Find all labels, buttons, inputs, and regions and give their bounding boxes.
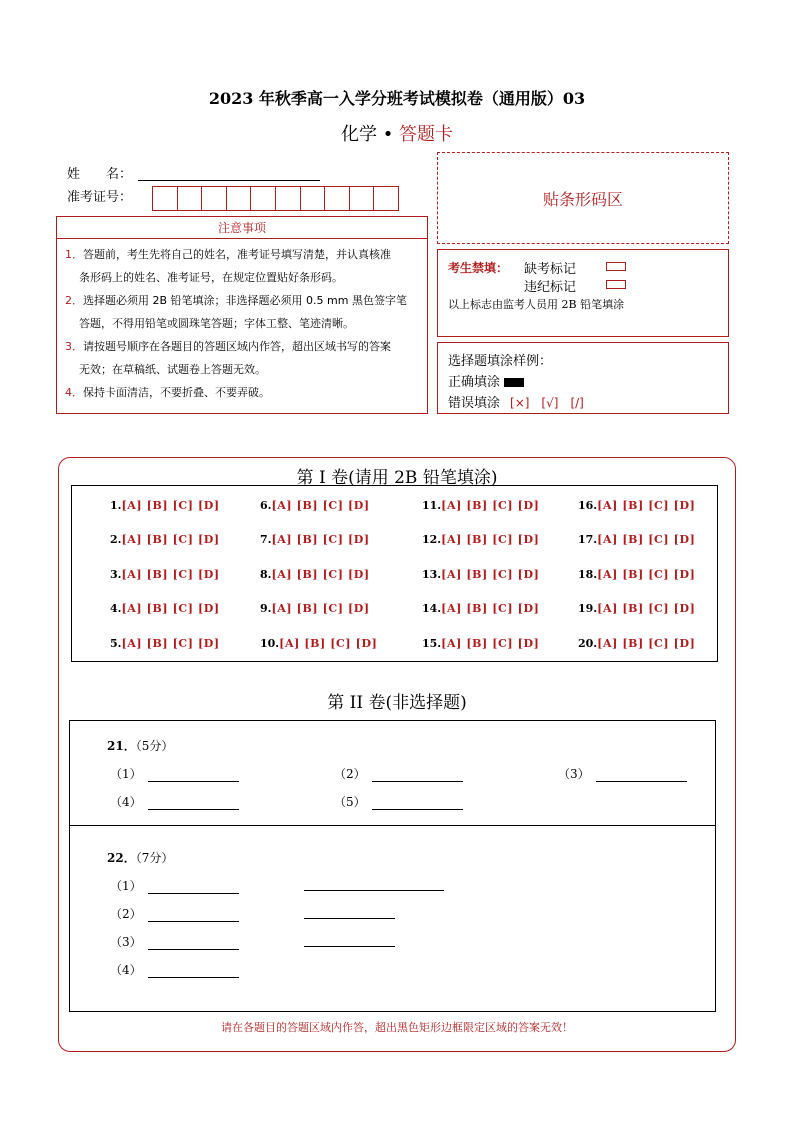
mc-question-number: 13. bbox=[422, 568, 442, 581]
mc-question-14[interactable] bbox=[422, 602, 539, 615]
mc-question-number: 17. bbox=[578, 533, 598, 546]
wrong-marks: [×] [√] [/] bbox=[510, 396, 584, 410]
q21-blank-3[interactable]: （3） bbox=[558, 765, 687, 782]
mc-options[interactable]: [A] [B] [C] [D] bbox=[271, 602, 370, 615]
mc-question-16[interactable] bbox=[578, 499, 695, 512]
mc-question-5[interactable] bbox=[110, 637, 220, 650]
mc-options[interactable]: [A] [B] [C] [D] bbox=[121, 602, 220, 615]
mc-question-18[interactable] bbox=[578, 568, 695, 581]
mc-question-10[interactable] bbox=[260, 637, 377, 650]
id-cell[interactable] bbox=[300, 186, 326, 211]
notice-item-cont: 条形码上的姓名、准考证号，在规定位置贴好条形码。 bbox=[79, 271, 343, 284]
mc-options[interactable]: [A] [B] [C] [D] bbox=[597, 602, 696, 615]
mc-question-15[interactable] bbox=[422, 637, 539, 650]
q21-blank-5[interactable]: （5） bbox=[334, 793, 463, 810]
mc-question-number: 8. bbox=[260, 568, 272, 581]
mc-options[interactable]: [A] [B] [C] [D] bbox=[121, 533, 220, 546]
notice-item: 1．答题前，考生先将自己的姓名，准考证号填写清楚，并认真核准 bbox=[65, 248, 391, 261]
sample-title: 选择题填涂样例： bbox=[448, 354, 553, 369]
missing-label: 缺考标记 bbox=[524, 262, 577, 277]
q21-blank-1[interactable]: （1） bbox=[110, 765, 239, 782]
mc-question-number: 15. bbox=[422, 637, 442, 650]
mc-question-number: 5. bbox=[110, 637, 122, 650]
mc-options[interactable]: [A] [B] [C] [D] bbox=[597, 499, 696, 512]
mc-question-number: 10. bbox=[260, 637, 280, 650]
mc-question-number: 6. bbox=[260, 499, 272, 512]
answer-card-label: 答题卡 bbox=[399, 124, 454, 145]
mc-question-12[interactable] bbox=[422, 533, 539, 546]
mc-question-17[interactable] bbox=[578, 533, 695, 546]
mc-question-8[interactable] bbox=[260, 568, 370, 581]
notice-item: 2．选择题必须用 2B 铅笔填涂；非选择题必须用 0.5 mm 黑色签字笔 bbox=[65, 294, 407, 307]
barcode-label: 贴条形码区 bbox=[542, 189, 623, 209]
forbid-note: 以上标志由监考人员用 2B 铅笔填涂 bbox=[448, 298, 625, 311]
mc-question-number: 7. bbox=[260, 533, 272, 546]
mc-options[interactable]: [A] [B] [C] [D] bbox=[441, 533, 540, 546]
mc-question-9[interactable] bbox=[260, 602, 370, 615]
id-cell[interactable] bbox=[324, 186, 350, 211]
barcode-area bbox=[437, 152, 729, 244]
exam-id-label: 准考证号： bbox=[67, 190, 133, 205]
mc-options[interactable]: [A] [B] [C] [D] bbox=[121, 568, 220, 581]
q22-blank-3[interactable]: （3） bbox=[110, 933, 239, 950]
mc-question-19[interactable] bbox=[578, 602, 695, 615]
page-title: 2023 年秋季高一入学分班考试模拟卷（通用版）03 bbox=[208, 89, 586, 108]
mc-question-13[interactable] bbox=[422, 568, 539, 581]
mc-question-number: 3. bbox=[110, 568, 122, 581]
q21-blank-4[interactable]: （4） bbox=[110, 793, 239, 810]
mc-options[interactable]: [A] [B] [C] [D] bbox=[441, 637, 540, 650]
id-cell[interactable] bbox=[152, 186, 178, 211]
mc-options[interactable]: [A] [B] [C] [D] bbox=[597, 637, 696, 650]
mc-question-20[interactable] bbox=[578, 637, 695, 650]
forbid-label: 考生禁填： bbox=[448, 261, 509, 275]
q22-blank-1b[interactable] bbox=[304, 890, 444, 891]
multiple-choice-box bbox=[71, 485, 718, 662]
notice-item: 3．请按题号顺序在各题目的答题区域内作答，超出区域书写的答案 bbox=[65, 340, 391, 353]
mc-options[interactable]: [A] [B] [C] [D] bbox=[271, 568, 370, 581]
notice-box bbox=[56, 216, 428, 414]
notice-title: 注意事项 bbox=[57, 217, 427, 239]
mc-question-number: 4. bbox=[110, 602, 122, 615]
mc-options[interactable]: [A] [B] [C] [D] bbox=[279, 637, 378, 650]
exam-id-boxes[interactable] bbox=[152, 186, 399, 211]
mc-options[interactable]: [A] [B] [C] [D] bbox=[121, 637, 220, 650]
q21-header: 21．（5分） bbox=[107, 739, 174, 753]
q22-header: 22．（7分） bbox=[107, 851, 174, 865]
id-cell[interactable] bbox=[275, 186, 301, 211]
q22-blank-3b[interactable] bbox=[304, 946, 395, 947]
mc-question-2[interactable] bbox=[110, 533, 220, 546]
mc-options[interactable]: [A] [B] [C] [D] bbox=[441, 568, 540, 581]
sample-box bbox=[437, 342, 729, 414]
mc-question-number: 19. bbox=[578, 602, 598, 615]
notice-item: 4．保持卡面清洁，不要折叠、不要弄破。 bbox=[65, 386, 270, 399]
mc-options[interactable]: [A] [B] [C] [D] bbox=[441, 499, 540, 512]
mc-options[interactable]: [A] [B] [C] [D] bbox=[271, 533, 370, 546]
mc-options[interactable]: [A] [B] [C] [D] bbox=[121, 499, 220, 512]
q22-blank-1[interactable]: （1） bbox=[110, 877, 239, 894]
mc-question-6[interactable] bbox=[260, 499, 370, 512]
mc-question-11[interactable] bbox=[422, 499, 539, 512]
mc-question-number: 2. bbox=[110, 533, 122, 546]
id-cell[interactable] bbox=[373, 186, 399, 211]
mc-question-4[interactable] bbox=[110, 602, 220, 615]
mc-question-number: 16. bbox=[578, 499, 598, 512]
mc-question-number: 14. bbox=[422, 602, 442, 615]
notice-item-cont: 无效；在草稿纸、试题卷上答题无效。 bbox=[79, 363, 266, 376]
mc-question-1[interactable] bbox=[110, 499, 220, 512]
violation-mark-box[interactable] bbox=[606, 280, 626, 289]
mc-question-number: 20. bbox=[578, 637, 598, 650]
missing-mark-box[interactable] bbox=[606, 262, 626, 271]
mc-options[interactable]: [A] [B] [C] [D] bbox=[597, 568, 696, 581]
filled-mark-icon bbox=[504, 378, 524, 387]
q21-blank-2[interactable]: （2） bbox=[334, 765, 463, 782]
footer-note: 请在各题目的答题区域内作答，超出黑色矩形边框限定区域的答案无效！ bbox=[221, 1021, 573, 1034]
q22-blank-2[interactable]: （2） bbox=[110, 905, 239, 922]
name-label: 姓 名： bbox=[67, 167, 133, 182]
notice-item-cont: 答题，不得用铅笔或圆珠笔答题；字体工整、笔迹清晰。 bbox=[79, 317, 354, 330]
correct-label: 正确填涂 bbox=[448, 371, 524, 390]
mc-question-number: 18. bbox=[578, 568, 598, 581]
q22-blank-4[interactable]: （4） bbox=[110, 961, 239, 978]
id-cell[interactable] bbox=[250, 186, 276, 211]
question-divider bbox=[70, 825, 715, 826]
violation-label: 违纪标记 bbox=[524, 280, 577, 295]
subject-label: 化学 • bbox=[340, 124, 400, 145]
name-field[interactable] bbox=[138, 180, 320, 181]
id-cell[interactable] bbox=[226, 186, 252, 211]
part2-title: 第 II 卷(非选择题) bbox=[327, 693, 467, 713]
id-cell[interactable] bbox=[349, 186, 375, 211]
mc-options[interactable]: [A] [B] [C] [D] bbox=[441, 602, 540, 615]
forbid-box bbox=[437, 249, 729, 337]
mc-question-3[interactable] bbox=[110, 568, 220, 581]
id-cell[interactable] bbox=[177, 186, 203, 211]
mc-question-number: 11. bbox=[422, 499, 442, 512]
mc-options[interactable]: [A] [B] [C] [D] bbox=[597, 533, 696, 546]
mc-question-number: 12. bbox=[422, 533, 442, 546]
mc-question-7[interactable] bbox=[260, 533, 370, 546]
mc-question-number: 9. bbox=[260, 602, 272, 615]
page-subtitle bbox=[0, 120, 794, 146]
id-cell[interactable] bbox=[201, 186, 227, 211]
mc-question-number: 1. bbox=[110, 499, 122, 512]
mc-options[interactable]: [A] [B] [C] [D] bbox=[271, 499, 370, 512]
q22-blank-2b[interactable] bbox=[304, 918, 395, 919]
wrong-label: 错误填涂 [×] [√] [/] bbox=[448, 396, 584, 411]
free-response-box bbox=[69, 720, 716, 1012]
part1-title: 第 I 卷(请用 2B 铅笔填涂) bbox=[296, 468, 498, 488]
